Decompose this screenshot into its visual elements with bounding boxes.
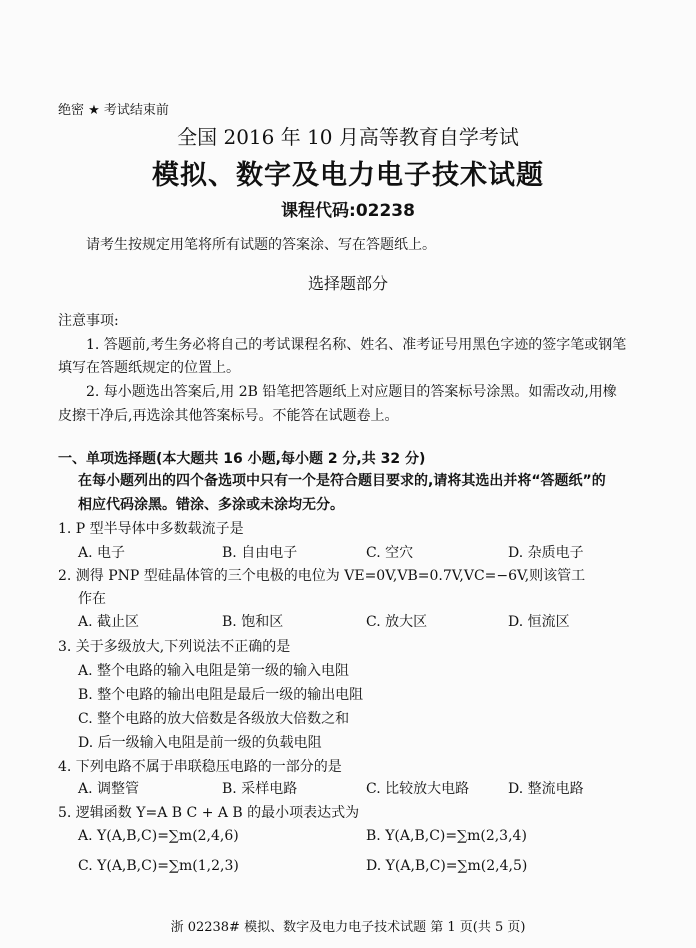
- question-5-option-b: B. Y(A,B,C)=∑m(2,3,4): [366, 828, 527, 844]
- question-4-option-b: B. 采样电路: [222, 781, 298, 797]
- instruction-text: 请考生按规定用笔将所有试题的答案涂、写在答题纸上。: [86, 237, 436, 253]
- question-2-option-d: D. 恒流区: [508, 614, 570, 630]
- note-line: 皮擦干净后,再选涂其他答案标号。不能答在试题卷上。: [58, 408, 399, 424]
- question-1-option-b: B. 自由电子: [222, 545, 298, 561]
- note-line: 1. 答题前,考生务必将自己的考试课程名称、姓名、准考证号用黑色字迹的签字笔或钢笔: [86, 337, 627, 353]
- question-5-option-c: C. Y(A,B,C)=∑m(1,2,3): [78, 858, 239, 874]
- question-1-option-d: D. 杂质电子: [508, 545, 584, 561]
- question-stem-5: 5. 逻辑函数 Y=A B C + A B 的最小项表达式为: [58, 805, 360, 821]
- question-stem-4: 4. 下列电路不属于串联稳压电路的一部分的是: [58, 759, 342, 775]
- question-3-option-d: D. 后一级输入电阻是前一级的负载电阻: [78, 735, 322, 751]
- question-4-option-d: D. 整流电路: [508, 781, 584, 797]
- confidential-label: 绝密 ★ 考试结束前: [58, 103, 169, 118]
- question-2-option-a: A. 截止区: [78, 614, 140, 630]
- exam-title: 全国 2016 年 10 月高等教育自学考试: [177, 125, 519, 149]
- course-code: 课程代码:02238: [281, 201, 415, 221]
- note-line: 填写在答题纸规定的位置上。: [58, 360, 240, 376]
- question-3-option-b: B. 整个电路的输出电阻是最后一级的输出电阻: [78, 687, 364, 703]
- question-3-option-a: A. 整个电路的输入电阻是第一级的输入电阻: [78, 663, 350, 679]
- question-stem-2: 2. 测得 PNP 型硅晶体管的三个电极的电位为 VE=0V,VB=0.7V,VC=−6V,则该管工: [58, 568, 586, 584]
- question-4-option-c: C. 比较放大电路: [366, 781, 470, 797]
- notes-title: 注意事项:: [58, 313, 119, 329]
- question-4-option-a: A. 调整管: [78, 781, 140, 797]
- section-title: 选择题部分: [307, 274, 388, 293]
- question-stem-3: 3. 关于多级放大,下列说法不正确的是: [58, 639, 291, 655]
- question-5-option-d: D. Y(A,B,C)=∑m(2,4,5): [366, 858, 528, 874]
- question-stem-1: 1. P 型半导体中多数载流子是: [58, 521, 244, 537]
- part-description: 相应代码涂黑。错涂、多涂或未涂均无分。: [78, 497, 344, 513]
- question-stem-2-continued: 作在: [78, 591, 106, 607]
- question-2-option-c: C. 放大区: [366, 614, 428, 630]
- question-5-option-a: A. Y(A,B,C)=∑m(2,4,6): [78, 828, 239, 844]
- question-2-option-b: B. 饱和区: [222, 614, 284, 630]
- question-1-option-c: C. 空穴: [366, 545, 414, 561]
- paper-title: 模拟、数字及电力电子技术试题: [152, 160, 544, 191]
- note-line: 2. 每小题选出答案后,用 2B 铅笔把答题纸上对应题目的答案标号涂黑。如需改动,用橡: [86, 384, 617, 400]
- page-footer: 浙 02238# 模拟、数字及电力电子技术试题 第 1 页(共 5 页): [170, 920, 526, 935]
- part-title: 一、单项选择题(本大题共 16 小题,每小题 2 分,共 32 分): [58, 451, 426, 467]
- part-description: 在每小题列出的四个备选项中只有一个是符合题目要求的,请将其选出并将“答题纸”的: [78, 473, 606, 489]
- question-3-option-c: C. 整个电路的放大倍数是各级放大倍数之和: [78, 711, 350, 727]
- question-1-option-a: A. 电子: [78, 545, 126, 561]
